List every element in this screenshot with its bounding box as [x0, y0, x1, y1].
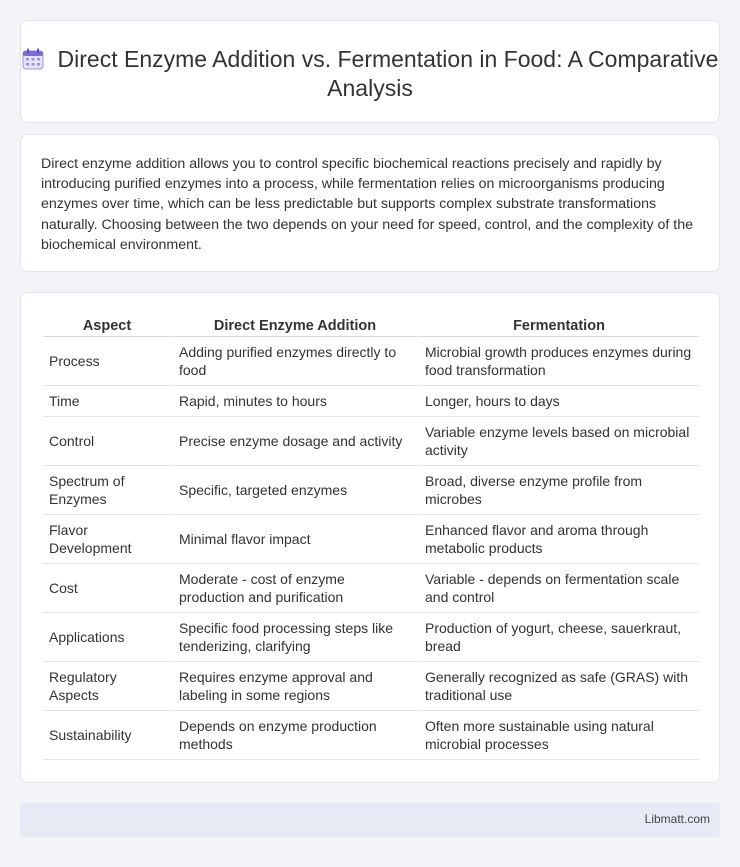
table-header-row	[43, 315, 699, 337]
cell-aspect: Regulatory Aspects	[43, 662, 171, 711]
cell-aspect: Control	[43, 417, 171, 466]
table-row	[43, 662, 699, 711]
cell-aspect: Flavor Development	[43, 515, 171, 564]
summary-card	[20, 134, 720, 272]
table-row	[43, 564, 699, 613]
cell-aspect: Spectrum of Enzymes	[43, 466, 171, 515]
comparison-table-card	[20, 292, 720, 783]
cell-aspect: Applications	[43, 613, 171, 662]
table-row	[43, 417, 699, 466]
cell-fermentation: Microbial growth produces enzymes during food transformation	[417, 337, 699, 386]
comparison-table	[43, 315, 699, 760]
table-row	[43, 515, 699, 564]
table-row	[43, 386, 699, 417]
table-row	[43, 466, 699, 515]
header-direct-enzyme: Direct Enzyme Addition	[171, 315, 417, 337]
cell-fermentation: Variable enzyme levels based on microbial activity	[417, 417, 699, 466]
cell-aspect: Sustainability	[43, 711, 171, 760]
cell-direct: Moderate - cost of enzyme production and purification	[171, 564, 417, 613]
title-card	[20, 20, 720, 123]
footer-brand-link[interactable]: Libmatt.com	[644, 812, 710, 826]
cell-direct: Adding purified enzymes directly to food	[171, 337, 417, 386]
cell-direct: Specific food processing steps like tenderizing, clarifying	[171, 613, 417, 662]
cell-fermentation: Longer, hours to days	[417, 386, 699, 417]
table-row	[43, 613, 699, 662]
cell-direct: Specific, targeted enzymes	[171, 466, 417, 515]
cell-fermentation: Variable - depends on fermentation scale and control	[417, 564, 699, 613]
footer-bar	[20, 803, 720, 837]
page-title-text: Direct Enzyme Addition vs. Fermentation in Food: A Comparative Analysis	[57, 46, 719, 101]
cell-direct: Requires enzyme approval and labeling in some regions	[171, 662, 417, 711]
cell-fermentation: Broad, diverse enzyme profile from microbes	[417, 466, 699, 515]
cell-aspect: Process	[43, 337, 171, 386]
calendar-icon	[22, 48, 44, 70]
cell-fermentation: Generally recognized as safe (GRAS) with traditional use	[417, 662, 699, 711]
header-aspect: Aspect	[43, 315, 171, 337]
table-row	[43, 711, 699, 760]
header-fermentation: Fermentation	[417, 315, 699, 337]
table-row	[43, 337, 699, 386]
summary-text: Direct enzyme addition allows you to control specific biochemical reactions precisely and rapidly by introducing purified enzymes into a process, while fermentation relies on microorganisms producing enzymes over time, which can be less predictable but supports complex substrate transformations naturally. Choosing between the two depends on your need for speed, control, and the complexity of the biochemical environment.	[41, 156, 693, 253]
page-title	[21, 45, 719, 103]
cell-fermentation: Often more sustainable using natural microbial processes	[417, 711, 699, 760]
cell-direct: Rapid, minutes to hours	[171, 386, 417, 417]
cell-direct: Depends on enzyme production methods	[171, 711, 417, 760]
cell-direct: Precise enzyme dosage and activity	[171, 417, 417, 466]
cell-aspect: Cost	[43, 564, 171, 613]
cell-fermentation: Production of yogurt, cheese, sauerkraut, bread	[417, 613, 699, 662]
cell-aspect: Time	[43, 386, 171, 417]
cell-direct: Minimal flavor impact	[171, 515, 417, 564]
cell-fermentation: Enhanced flavor and aroma through metabolic products	[417, 515, 699, 564]
